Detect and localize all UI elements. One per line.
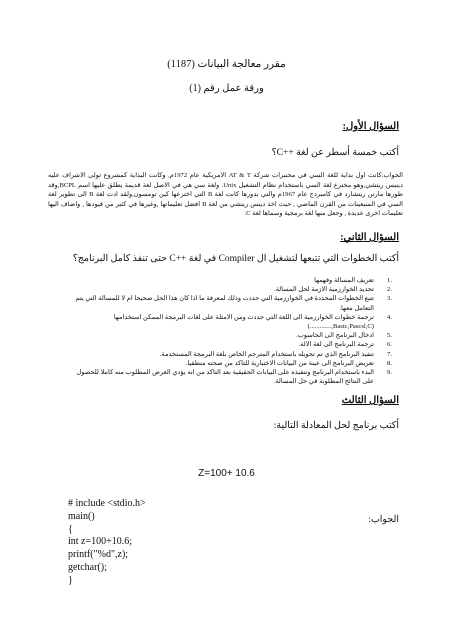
step-number: 3. [387,295,392,303]
step-text: تعريض البرنامج الى عينة من البيانات الاختبارية للتاكد من صحته منطقيا. [185,359,374,367]
step-text: ادخال البرنامج الى الحاسوب. [296,332,374,340]
step-text: ترجمة البرنامج الى لغة الالة. [298,341,374,349]
question-1-answer: الجواب:كانت اول بداية للغة السي في مختبرات شركة AT & T الامريكية عام 1972م, وكانت البداية كمشروع تولى الاشراف عليه دينيس ريتشي,وهو مخترع لغة السي باستخدام نظام التشغيل Unix. ولغة سي هي في الاصل لغة قديمة يطلق عليها اسم BCPL,وقد طورها مارتن ريتشارد في كامبردج عام 1967م والتي بدورها كانت لغة B التي اخترعها كين تومسون,ولقد ادت لغة B الى تطوير لغة السي في السبعينات من القرن الماضي , حيث اخذ دينس ريتشي من لغة B افضل تعليماتها ,وغيرها في كثير من قيودها , واضاف اليها تعليمات اخرى عديدة , وجعل منها لغة برمجية وسماها لغة C. [48,172,403,217]
list-item [70,285,392,294]
step-number: 6. [387,341,392,349]
step-text: تنفيذ البرنامج الذي تم تحويله باستخدام المترجم الخاص بلغة البرمجة المستخدمة. [159,350,374,358]
list-item [70,276,392,285]
step-number: 8. [387,359,392,367]
code-block: # include <stdio.h> main() { int z=100+10.6; printf("%d",z); getchar(); } [68,498,146,586]
step-number: 4. [387,313,392,321]
step-text: تعريف المسالة وفهمها [314,277,374,284]
step-number: 7. [387,350,392,358]
list-item [70,350,392,359]
question-3-text: أكتب برنامج لحل المعادلة التالية: [273,421,399,431]
steps-list [70,276,392,386]
step-text: البدء باستخدام البرنامج وتنفيذه على البيانات الحقيقية بعد التاكد من انه يؤدي الغرض المطلوب منه كاملا للحصول على النتائج المطلوبة في حل المسالة. [76,369,374,386]
step-number: 1. [387,277,392,284]
step-number: 5. [387,332,392,340]
step-text: ترجمة خطوات الخوارزمية الى اللغة التي حددت ومن الامثلة على لغات البرمجة الممكن استخدامها (Basic,Pascsl,C,.............) [113,313,374,331]
step-number: 2. [387,286,392,294]
list-item [70,359,392,368]
question-3-heading: السؤال الثالث [341,395,399,406]
question-3-answer-label: الجواب: [368,515,399,525]
list-item [70,331,392,340]
list-item [70,313,392,331]
question-1-heading: السؤال الأول: [342,121,399,132]
document-title: مقرر معالجة البيانات (1187) [167,59,286,70]
step-text: تتبع الخطوات المحددة في الخوارزمية التي حددت وذلك لمعرفة ما اذا كان هذا الحل صحيحا ام لا للمسالة التي يتم التعامل معها. [75,295,374,312]
question-2-text: أكتب الخطوات التي تتبعها لتشغيل ال Compiler في لغة ++C حتى تنفذ كامل البرنامج؟ [72,254,399,264]
equation: Z=100+ 10.6 [198,468,255,479]
list-item [70,294,392,312]
step-number: 9. [387,369,392,377]
document-subtitle: ورقة عمل رقم (1) [189,83,264,94]
question-2-heading: السؤال الثاني: [340,232,399,243]
list-item [70,368,392,386]
list-item [70,340,392,349]
question-1-text: أكتب خمسة أسطر عن لغة ++C؟ [271,148,399,158]
step-text: تحديد الخوارزمية الازمة لحل المسالة. [273,286,374,294]
